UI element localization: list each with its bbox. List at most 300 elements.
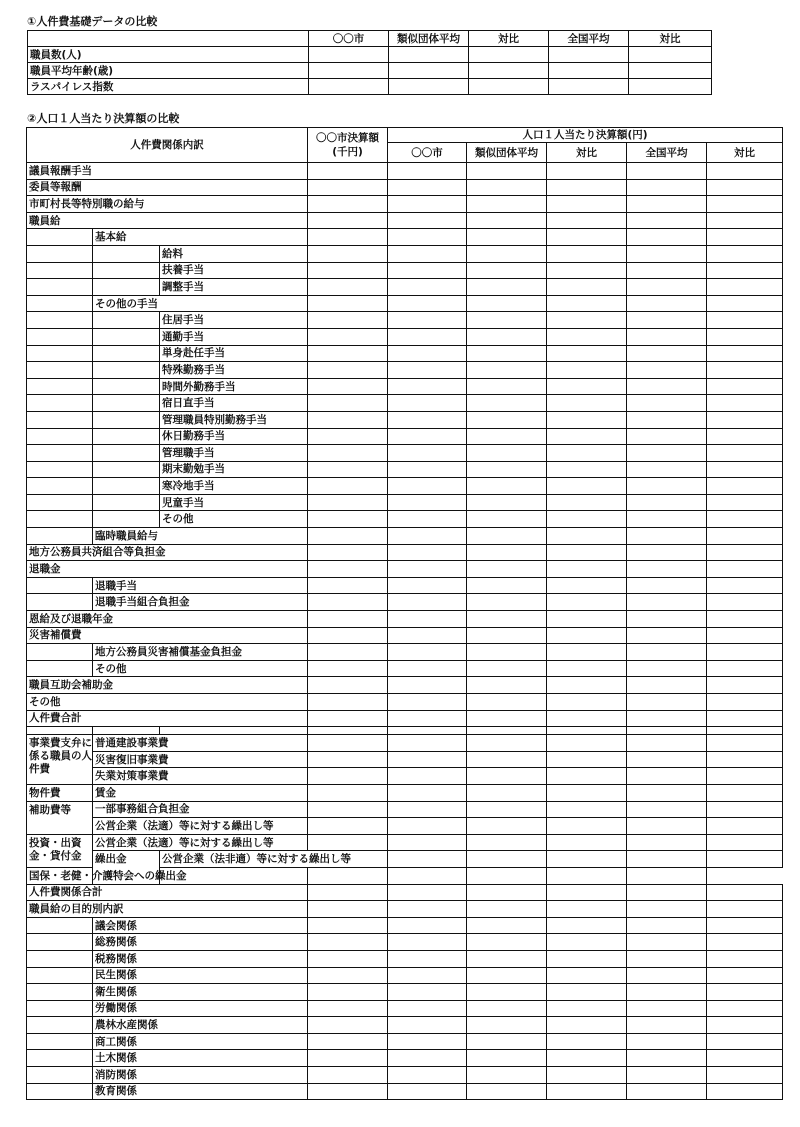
input-cell[interactable] [308,594,388,611]
input-cell[interactable] [547,245,627,262]
input-cell[interactable] [308,934,388,951]
input-cell[interactable] [467,735,547,752]
input-cell[interactable] [547,312,627,329]
input-cell[interactable] [627,345,707,362]
input-cell[interactable] [308,179,388,196]
input-cell[interactable] [627,611,707,628]
input-cell[interactable] [627,279,707,296]
input-cell[interactable] [467,934,547,951]
input-cell[interactable] [627,660,707,677]
input-cell[interactable] [627,528,707,545]
input-cell[interactable] [549,63,629,79]
input-cell[interactable] [549,47,629,63]
input-cell[interactable] [388,967,467,984]
input-cell[interactable] [627,901,707,918]
input-cell[interactable] [388,345,467,362]
input-cell[interactable] [308,461,388,478]
input-cell[interactable] [547,229,627,246]
input-cell[interactable] [547,279,627,296]
input-cell[interactable] [467,312,547,329]
input-cell[interactable] [547,851,627,868]
input-cell[interactable] [707,312,783,329]
input-cell[interactable] [707,660,783,677]
input-cell[interactable] [707,984,783,1001]
input-cell[interactable] [549,79,629,95]
input-cell[interactable] [627,751,707,768]
input-cell[interactable] [388,784,467,801]
input-cell[interactable] [388,295,467,312]
input-cell[interactable] [547,917,627,934]
input-cell[interactable] [467,362,547,379]
input-cell[interactable] [388,901,467,918]
input-cell[interactable] [467,494,547,511]
input-cell[interactable] [388,245,467,262]
input-cell[interactable] [707,395,783,412]
input-cell[interactable] [547,1000,627,1017]
input-cell[interactable] [707,279,783,296]
input-cell[interactable] [467,328,547,345]
input-cell[interactable] [469,63,549,79]
input-cell[interactable] [547,262,627,279]
input-cell[interactable] [467,644,547,661]
input-cell[interactable] [627,950,707,967]
input-cell[interactable] [467,212,547,229]
input-cell[interactable] [547,660,627,677]
input-cell[interactable] [707,677,783,694]
input-cell[interactable] [308,660,388,677]
input-cell[interactable] [388,262,467,279]
input-cell[interactable] [627,627,707,644]
input-cell[interactable] [467,428,547,445]
input-cell[interactable] [467,901,547,918]
input-cell[interactable] [388,378,467,395]
input-cell[interactable] [388,312,467,329]
input-cell[interactable] [467,660,547,677]
input-cell[interactable] [467,279,547,296]
input-cell[interactable] [707,917,783,934]
input-cell[interactable] [389,47,469,63]
input-cell[interactable] [627,229,707,246]
input-cell[interactable] [627,784,707,801]
input-cell[interactable] [388,735,467,752]
input-cell[interactable] [627,677,707,694]
input-cell[interactable] [707,528,783,545]
input-cell[interactable] [627,818,707,835]
input-cell[interactable] [707,751,783,768]
input-cell[interactable] [547,950,627,967]
input-cell[interactable] [389,79,469,95]
input-cell[interactable] [469,47,549,63]
input-cell[interactable] [388,677,467,694]
input-cell[interactable] [547,494,627,511]
input-cell[interactable] [627,834,707,851]
input-cell[interactable] [467,295,547,312]
input-cell[interactable] [388,694,467,711]
input-cell[interactable] [547,627,627,644]
input-cell[interactable] [308,644,388,661]
input-cell[interactable] [547,710,627,727]
input-cell[interactable] [308,984,388,1001]
input-cell[interactable] [627,1083,707,1100]
input-cell[interactable] [547,611,627,628]
input-cell[interactable] [707,1050,783,1067]
input-cell[interactable] [388,1067,467,1084]
input-cell[interactable] [627,544,707,561]
input-cell[interactable] [308,627,388,644]
input-cell[interactable] [627,1067,707,1084]
input-cell[interactable] [308,784,388,801]
input-cell[interactable] [467,594,547,611]
input-cell[interactable] [308,312,388,329]
input-cell[interactable] [707,411,783,428]
input-cell[interactable] [388,884,467,901]
input-cell[interactable] [388,611,467,628]
input-cell[interactable] [388,1050,467,1067]
input-cell[interactable] [388,179,467,196]
input-cell[interactable] [308,901,388,918]
input-cell[interactable] [467,867,547,884]
input-cell[interactable] [467,478,547,495]
input-cell[interactable] [627,594,707,611]
input-cell[interactable] [547,445,627,462]
input-cell[interactable] [547,544,627,561]
input-cell[interactable] [467,627,547,644]
input-cell[interactable] [627,934,707,951]
input-cell[interactable] [707,295,783,312]
input-cell[interactable] [308,677,388,694]
input-cell[interactable] [547,511,627,528]
input-cell[interactable] [707,834,783,851]
input-cell[interactable] [707,179,783,196]
input-cell[interactable] [627,461,707,478]
input-cell[interactable] [308,163,388,180]
input-cell[interactable] [467,445,547,462]
input-cell[interactable] [707,801,783,818]
input-cell[interactable] [467,544,547,561]
input-cell[interactable] [388,461,467,478]
input-cell[interactable] [547,594,627,611]
input-cell[interactable] [388,627,467,644]
input-cell[interactable] [627,163,707,180]
input-cell[interactable] [627,378,707,395]
input-cell[interactable] [707,884,783,901]
input-cell[interactable] [308,445,388,462]
input-cell[interactable] [629,47,712,63]
input-cell[interactable] [547,362,627,379]
input-cell[interactable] [388,851,467,868]
input-cell[interactable] [388,950,467,967]
input-cell[interactable] [308,196,388,213]
input-cell[interactable] [467,395,547,412]
input-cell[interactable] [308,561,388,578]
input-cell[interactable] [627,561,707,578]
input-cell[interactable] [707,644,783,661]
input-cell[interactable] [308,1017,388,1034]
input-cell[interactable] [627,478,707,495]
input-cell[interactable] [308,884,388,901]
input-cell[interactable] [388,279,467,296]
input-cell[interactable] [308,478,388,495]
input-cell[interactable] [547,901,627,918]
input-cell[interactable] [308,411,388,428]
input-cell[interactable] [707,445,783,462]
input-cell[interactable] [627,411,707,428]
input-cell[interactable] [467,784,547,801]
input-cell[interactable] [547,411,627,428]
input-cell[interactable] [388,445,467,462]
input-cell[interactable] [308,511,388,528]
input-cell[interactable] [388,1033,467,1050]
input-cell[interactable] [707,212,783,229]
input-cell[interactable] [308,229,388,246]
input-cell[interactable] [707,710,783,727]
input-cell[interactable] [467,768,547,785]
input-cell[interactable] [388,644,467,661]
input-cell[interactable] [467,577,547,594]
input-cell[interactable] [547,884,627,901]
input-cell[interactable] [707,544,783,561]
input-cell[interactable] [308,1083,388,1100]
input-cell[interactable] [467,834,547,851]
input-cell[interactable] [309,63,389,79]
input-cell[interactable] [308,245,388,262]
input-cell[interactable] [707,627,783,644]
input-cell[interactable] [627,494,707,511]
input-cell[interactable] [627,428,707,445]
input-cell[interactable] [547,395,627,412]
input-cell[interactable] [308,328,388,345]
input-cell[interactable] [467,917,547,934]
input-cell[interactable] [707,611,783,628]
input-cell[interactable] [467,229,547,246]
input-cell[interactable] [547,751,627,768]
input-cell[interactable] [707,967,783,984]
input-cell[interactable] [707,1083,783,1100]
input-cell[interactable] [388,1000,467,1017]
input-cell[interactable] [308,494,388,511]
input-cell[interactable] [707,934,783,951]
input-cell[interactable] [388,934,467,951]
input-cell[interactable] [547,784,627,801]
input-cell[interactable] [308,768,388,785]
input-cell[interactable] [388,768,467,785]
input-cell[interactable] [308,834,388,851]
input-cell[interactable] [627,328,707,345]
input-cell[interactable] [388,917,467,934]
input-cell[interactable] [308,1000,388,1017]
input-cell[interactable] [308,544,388,561]
input-cell[interactable] [388,834,467,851]
input-cell[interactable] [388,867,467,884]
input-cell[interactable] [707,378,783,395]
input-cell[interactable] [467,411,547,428]
input-cell[interactable] [308,378,388,395]
input-cell[interactable] [388,511,467,528]
input-cell[interactable] [707,950,783,967]
input-cell[interactable] [467,611,547,628]
input-cell[interactable] [467,967,547,984]
input-cell[interactable] [627,1050,707,1067]
input-cell[interactable] [707,594,783,611]
input-cell[interactable] [629,63,712,79]
input-cell[interactable] [627,312,707,329]
input-cell[interactable] [627,867,707,884]
input-cell[interactable] [627,967,707,984]
input-cell[interactable] [627,212,707,229]
input-cell[interactable] [308,967,388,984]
input-cell[interactable] [627,801,707,818]
input-cell[interactable] [547,428,627,445]
input-cell[interactable] [547,528,627,545]
input-cell[interactable] [707,362,783,379]
input-cell[interactable] [627,179,707,196]
input-cell[interactable] [308,428,388,445]
input-cell[interactable] [627,445,707,462]
input-cell[interactable] [467,1033,547,1050]
input-cell[interactable] [547,179,627,196]
input-cell[interactable] [627,710,707,727]
input-cell[interactable] [707,901,783,918]
input-cell[interactable] [308,801,388,818]
input-cell[interactable] [467,884,547,901]
input-cell[interactable] [627,851,707,868]
input-cell[interactable] [547,867,627,884]
input-cell[interactable] [388,710,467,727]
input-cell[interactable] [707,511,783,528]
input-cell[interactable] [308,611,388,628]
input-cell[interactable] [467,245,547,262]
input-cell[interactable] [467,196,547,213]
input-cell[interactable] [627,511,707,528]
input-cell[interactable] [707,478,783,495]
input-cell[interactable] [467,710,547,727]
input-cell[interactable] [467,751,547,768]
input-cell[interactable] [388,395,467,412]
input-cell[interactable] [388,594,467,611]
input-cell[interactable] [388,818,467,835]
input-cell[interactable] [388,362,467,379]
input-cell[interactable] [308,345,388,362]
input-cell[interactable] [627,362,707,379]
input-cell[interactable] [309,47,389,63]
input-cell[interactable] [467,818,547,835]
input-cell[interactable] [547,1050,627,1067]
input-cell[interactable] [547,478,627,495]
input-cell[interactable] [388,801,467,818]
input-cell[interactable] [547,735,627,752]
input-cell[interactable] [707,428,783,445]
input-cell[interactable] [308,395,388,412]
input-cell[interactable] [547,967,627,984]
input-cell[interactable] [707,461,783,478]
input-cell[interactable] [627,768,707,785]
input-cell[interactable] [627,884,707,901]
input-cell[interactable] [547,577,627,594]
input-cell[interactable] [467,262,547,279]
input-cell[interactable] [707,229,783,246]
input-cell[interactable] [627,245,707,262]
input-cell[interactable] [547,934,627,951]
input-cell[interactable] [467,984,547,1001]
input-cell[interactable] [467,1067,547,1084]
input-cell[interactable] [627,577,707,594]
input-cell[interactable] [547,834,627,851]
input-cell[interactable] [467,801,547,818]
input-cell[interactable] [467,1050,547,1067]
input-cell[interactable] [707,694,783,711]
input-cell[interactable] [308,1067,388,1084]
input-cell[interactable] [467,694,547,711]
input-cell[interactable] [388,561,467,578]
input-cell[interactable] [467,1017,547,1034]
input-cell[interactable] [388,544,467,561]
input-cell[interactable] [547,461,627,478]
input-cell[interactable] [467,677,547,694]
input-cell[interactable] [547,1033,627,1050]
input-cell[interactable] [308,751,388,768]
input-cell[interactable] [627,694,707,711]
input-cell[interactable] [467,461,547,478]
input-cell[interactable] [467,163,547,180]
input-cell[interactable] [547,818,627,835]
input-cell[interactable] [547,694,627,711]
input-cell[interactable] [389,63,469,79]
input-cell[interactable] [707,1067,783,1084]
input-cell[interactable] [308,710,388,727]
input-cell[interactable] [707,345,783,362]
input-cell[interactable] [627,1000,707,1017]
input-cell[interactable] [388,163,467,180]
input-cell[interactable] [388,196,467,213]
input-cell[interactable] [467,345,547,362]
input-cell[interactable] [467,851,547,868]
input-cell[interactable] [547,801,627,818]
input-cell[interactable] [388,229,467,246]
input-cell[interactable] [308,362,388,379]
input-cell[interactable] [467,1083,547,1100]
input-cell[interactable] [308,295,388,312]
input-cell[interactable] [707,735,783,752]
input-cell[interactable] [308,212,388,229]
input-cell[interactable] [388,428,467,445]
input-cell[interactable] [627,262,707,279]
input-cell[interactable] [627,295,707,312]
input-cell[interactable] [627,1033,707,1050]
input-cell[interactable] [547,1083,627,1100]
input-cell[interactable] [707,577,783,594]
input-cell[interactable] [308,279,388,296]
input-cell[interactable] [308,950,388,967]
input-cell[interactable] [547,677,627,694]
input-cell[interactable] [388,328,467,345]
input-cell[interactable] [467,378,547,395]
input-cell[interactable] [469,79,549,95]
input-cell[interactable] [627,984,707,1001]
input-cell[interactable] [308,818,388,835]
input-cell[interactable] [547,378,627,395]
input-cell[interactable] [388,411,467,428]
input-cell[interactable] [308,528,388,545]
input-cell[interactable] [707,245,783,262]
input-cell[interactable] [707,768,783,785]
input-cell[interactable] [547,328,627,345]
input-cell[interactable] [707,784,783,801]
input-cell[interactable] [707,196,783,213]
input-cell[interactable] [627,735,707,752]
input-cell[interactable] [627,196,707,213]
input-cell[interactable] [547,1017,627,1034]
input-cell[interactable] [707,328,783,345]
